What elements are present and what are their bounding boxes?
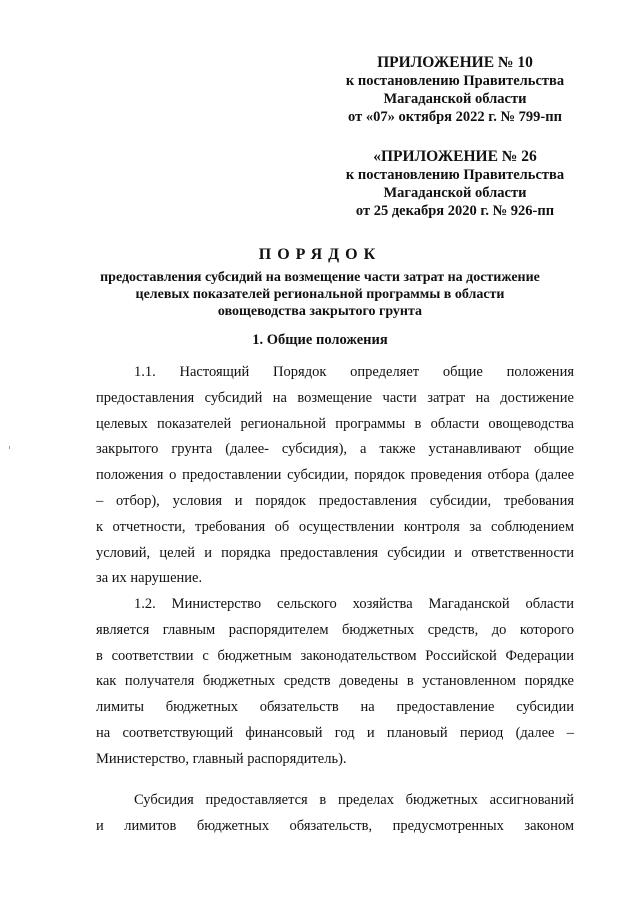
- subtitle-line: предоставления субсидий на возмещение части затрат на достижение: [100, 270, 540, 285]
- text-line: – отбор), условия и порядок предоставления субсидии, требования: [96, 492, 574, 509]
- subtitle-line: овощеводства закрытого грунта: [217, 304, 423, 319]
- text-line: 1.1. Настоящий Порядок определяет общие положения: [134, 364, 574, 380]
- appendix-region: Магаданской области: [383, 91, 527, 107]
- text-line: положения о предоставлении субсидии, порядок проведения отбора (далее: [96, 467, 574, 484]
- text-line: к отчетности, требования об осуществлении контроля за соблюдением: [96, 518, 574, 535]
- appendix-region: Магаданской области: [383, 185, 527, 201]
- appendix-decree-ref: к постановлению Правительства: [345, 167, 565, 183]
- text-line: Министерство, главный распорядитель).: [96, 750, 347, 767]
- document-title: ПОРЯДОК: [258, 246, 382, 263]
- paragraph-1-2: [96, 592, 574, 773]
- text-line: лимиты бюджетных обязательств на предоставление субсидии: [96, 699, 574, 716]
- text-line: на соответствующий финансовый год и плановый период (далее –: [96, 724, 574, 741]
- scan-margin-mark: [9, 446, 10, 449]
- text-line: условий, целей и порядка предоставления субсидии и ответственности: [96, 544, 574, 561]
- appendix-number: «ПРИЛОЖЕНИЕ № 26: [373, 148, 537, 165]
- document-title-block: [80, 245, 560, 320]
- text-line: предоставления субсидий на возмещение части затрат на достижение: [96, 389, 574, 406]
- appendix-number: ПРИЛОЖЕНИЕ № 10: [377, 54, 533, 71]
- appendix-header-original: [330, 148, 580, 220]
- text-line: целевых показателей региональной программы в области овощеводства: [96, 415, 574, 432]
- text-line: является главным распорядителем бюджетных средств, до которого: [96, 621, 574, 638]
- text-line: Субсидия предоставляется в пределах бюджетных ассигнований: [134, 792, 574, 808]
- text-line: закрытого грунта (далее- субсидия), а также устанавливают общие: [96, 441, 574, 458]
- subtitle-line: целевых показателей региональной программы в области: [135, 287, 505, 302]
- text-line: и лимитов бюджетных обязательств, предусмотренных законом: [96, 817, 574, 834]
- text-line: за их нарушение.: [96, 570, 203, 587]
- text-line: как получателя бюджетных средств доведены в установленном порядке: [96, 673, 574, 690]
- text-line: 1.2. Министерство сельского хозяйства Магаданской области: [134, 596, 574, 612]
- section-heading: 1. Общие положения: [252, 332, 388, 348]
- text-line: в соответствии с бюджетным законодательством Российской Федерации: [96, 647, 574, 664]
- appendix-header-current: [330, 54, 580, 126]
- appendix-decree-ref: к постановлению Правительства: [345, 73, 565, 89]
- document-subtitle: [80, 269, 560, 320]
- appendix-date-number: от «07» октября 2022 г. № 799-пп: [348, 109, 562, 125]
- paragraph-subsidy: [96, 788, 574, 840]
- appendix-date-number: от 25 декабря 2020 г. № 926-пп: [355, 203, 555, 219]
- paragraph-1-1: [96, 360, 574, 592]
